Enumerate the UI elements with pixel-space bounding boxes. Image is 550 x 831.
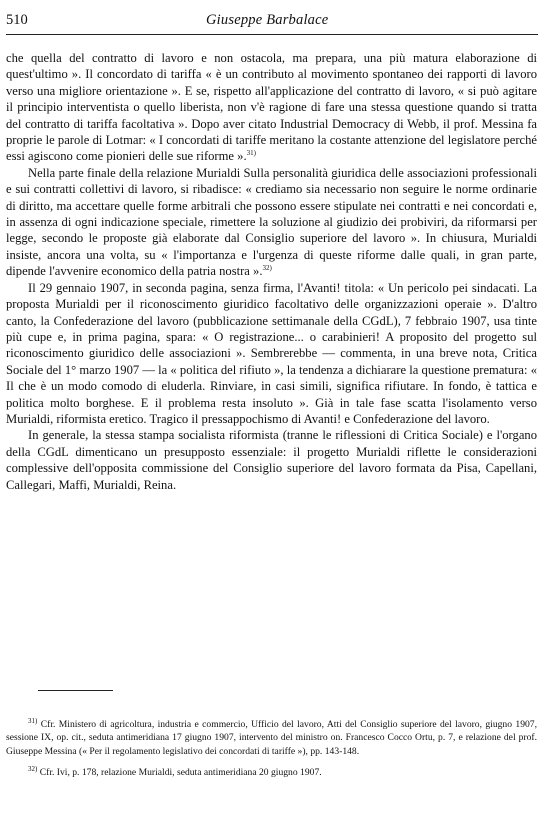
paragraph-2: Nella parte finale della relazione Murialdi Sulla personalità giuridica delle associazioni professionali e sui contratti collettivi di lavoro, si ribadisce: « crediamo sia necessario non seguire le norme ordinarie di diritto, ma accettare quelle forme arbitrali che possono essere stipulate nei contratti e nei concordati e, in assenza di ogni indicazione speciale, rimettere la soluzione al giudizio dei probiviri, da riformarsi per legge, secondo le proposte già elaborate dal Consiglio superiore del lavoro ». In chiusura, Murialdi insiste, ancora una volta, su « l'importanza e l'urgenza di queste riforme dalle quali, in gran parte, dipende l'avvenire economico della patria nostra ».$^{32)}$ bbox=[6, 165, 537, 279]
running-head: Giuseppe Barbalace bbox=[206, 12, 329, 28]
paragraph-3: Il 29 gennaio 1907, in seconda pagina, senza firma, l'Avanti! titola: « Un pericolo pei sindacati. La proposta Murialdi per il riconoscimento giuridico facoltativo delle organizzazioni operaie ». D'altro canto, la Confederazione del lavoro (pubblicazione settimanale della CGdL), 7 febbraio 1907, usa tinte più cupe e, in prima pagina, spara: « O registrazione... o carabinieri! A proposito del progetto sul riconoscimento giuridico delle associazioni ». Sembrerebbe — commenta, in una breve nota, Critica Sociale del 1° marzo 1907 — la « politica del rifiuto », la tendenza a dichiarare la questione prematura: « Il che è un modo comodo di eluderla. Rinviare, in casi simili, significa rifiutare. In fondo, è tattica e politica molto borghese. E il problema resta insoluto ». Già in tale fase scatta l'isolamento verso Murialdi, riformista eretico. Tragico il pressappochismo di Avanti! e Confederazione del lavoro. bbox=[6, 280, 537, 426]
paragraph-1: che quella del contratto di lavoro e non ostacola, ma prepara, una più matura elaborazione di quest'ultimo ». Il concordato di tariffa « è un contributo al movimento spontaneo dei rapporti di lavoro verso una migliore orientazione ». E se, rispetto all'applicazione del contratto di lavoro, « si può agitare il principio interventista o quello liberista, non v'è ragione di fare una stessa questione quando si tratta del contratto di tariffa facoltativa ». Dopo aver citato Industrial Democracy di Webb, il prof. Messina fa proprie le parole di Lotmar: « I concordati di tariffe meritano la costante attenzione del legislatore perché essi agiscono come pionieri delle sue riforme ».$^{31)}$ bbox=[6, 51, 537, 164]
paragraph-4: In generale, la stessa stampa socialista riformista (tranne le riflessioni di Critica Sociale) e l'organo della CGdL dimenticano un presupposto essenziale: il progetto Murialdi riflette le considerazioni complessive dell'opposita commissione del Consiglio superiore del lavoro formata da Pisa, Capellani, Callegari, Maffi, Murialdi, Reina. bbox=[6, 428, 537, 492]
footnote-ref-32: 32) bbox=[262, 264, 272, 273]
footnote-32: $^{32)}$ Cfr. Ivi, p. 178, relazione Murialdi, seduta antimeridiana 20 giugno 1907. bbox=[28, 765, 322, 779]
page-number: 510 bbox=[6, 12, 28, 28]
footnote-31: $^{31)}$ Cfr. Ministero di agricoltura, industria e commercio, Ufficio del lavoro, Atti del Consiglio superiore del lavoro, giugno 1907, sessione IX, op. cit., seduta antimeridiana 17 giugno 1907, intervento del ministro on. Francesco Cocco Ortu, p. 7, e relazione del prof. Giuseppe Messina (« Per il regolamento legislativo dei concordati di tariffe »), pp. 143-148. bbox=[6, 716, 537, 757]
body-text bbox=[6, 50, 537, 493]
page-header bbox=[6, 10, 538, 35]
footnotes bbox=[6, 718, 537, 780]
footnote-ref-31: 31) bbox=[246, 149, 256, 158]
footnote-mark: 32) bbox=[28, 765, 38, 774]
footnote-mark: 31) bbox=[28, 716, 38, 725]
footnote-separator bbox=[38, 690, 113, 691]
